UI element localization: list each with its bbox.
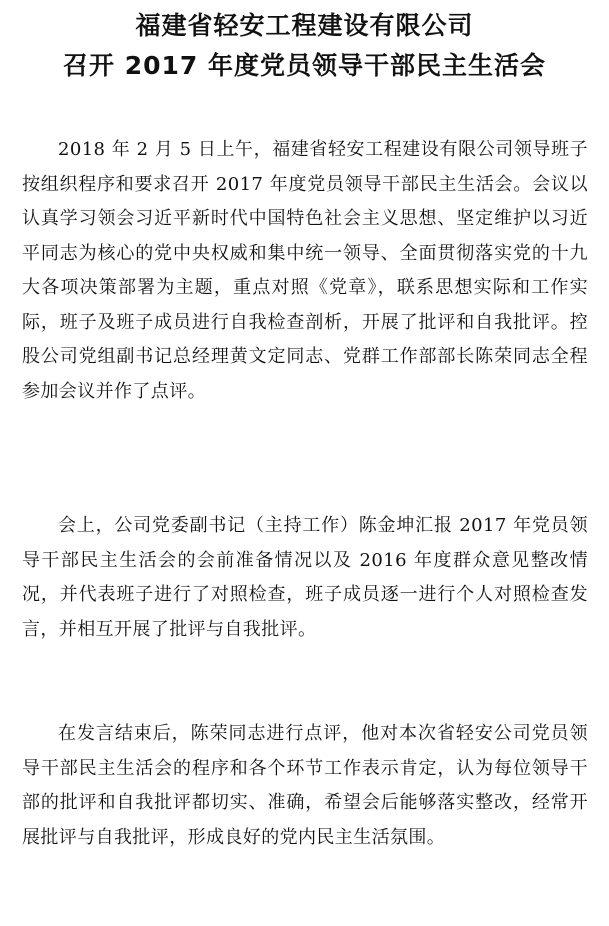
body-paragraph-1: 2018 年 2 月 5 日上午，福建省轻安工程建设有限公司领导班子按组织程序和要求召开 2017 年度党员领导干部民主生活会。会议以认真学习领会习近平新时代中国特色社会主义思想、坚定维护以习近平同志为核心的党中央权威和集中统一领导、全面贯彻落实党的十九大各项决策部署为主题，重点对照《党章》，联系思想实际和工作实际，班子及班子成员进行自我检查剖析，开展了批评和自我批评。控股公司党组副书记总经理黄文定同志、党群工作部部长陈荣同志全程参加会议并作了点评。 <box>22 139 588 402</box>
document-title-line-1: 福建省轻安工程建设有限公司 <box>135 11 474 40</box>
body-paragraph-3: 在发言结束后，陈荣同志进行点评，他对本次省轻安公司党员领导干部民主生活会的程序和各个环节工作表示肯定，认为每位领导干部的批评和自我批评都切实、准确，希望会后能够落实整改，经常开展批评与自我批评，形成良好的党内民主生活氛围。 <box>22 723 588 848</box>
body-paragraph-2: 会上，公司党委副书记（主持工作）陈金坤汇报 2017 年党员领导干部民主生活会的会前准备情况以及 2016 年度群众意见整改情况，并代表班子进行了对照检查，班子成员逐一进行个人对照检查发言，并相互开展了批评与自我批评。 <box>22 515 588 640</box>
document-title-line-2: 召开 2017 年度党员领导干部民主生活会 <box>63 51 546 80</box>
